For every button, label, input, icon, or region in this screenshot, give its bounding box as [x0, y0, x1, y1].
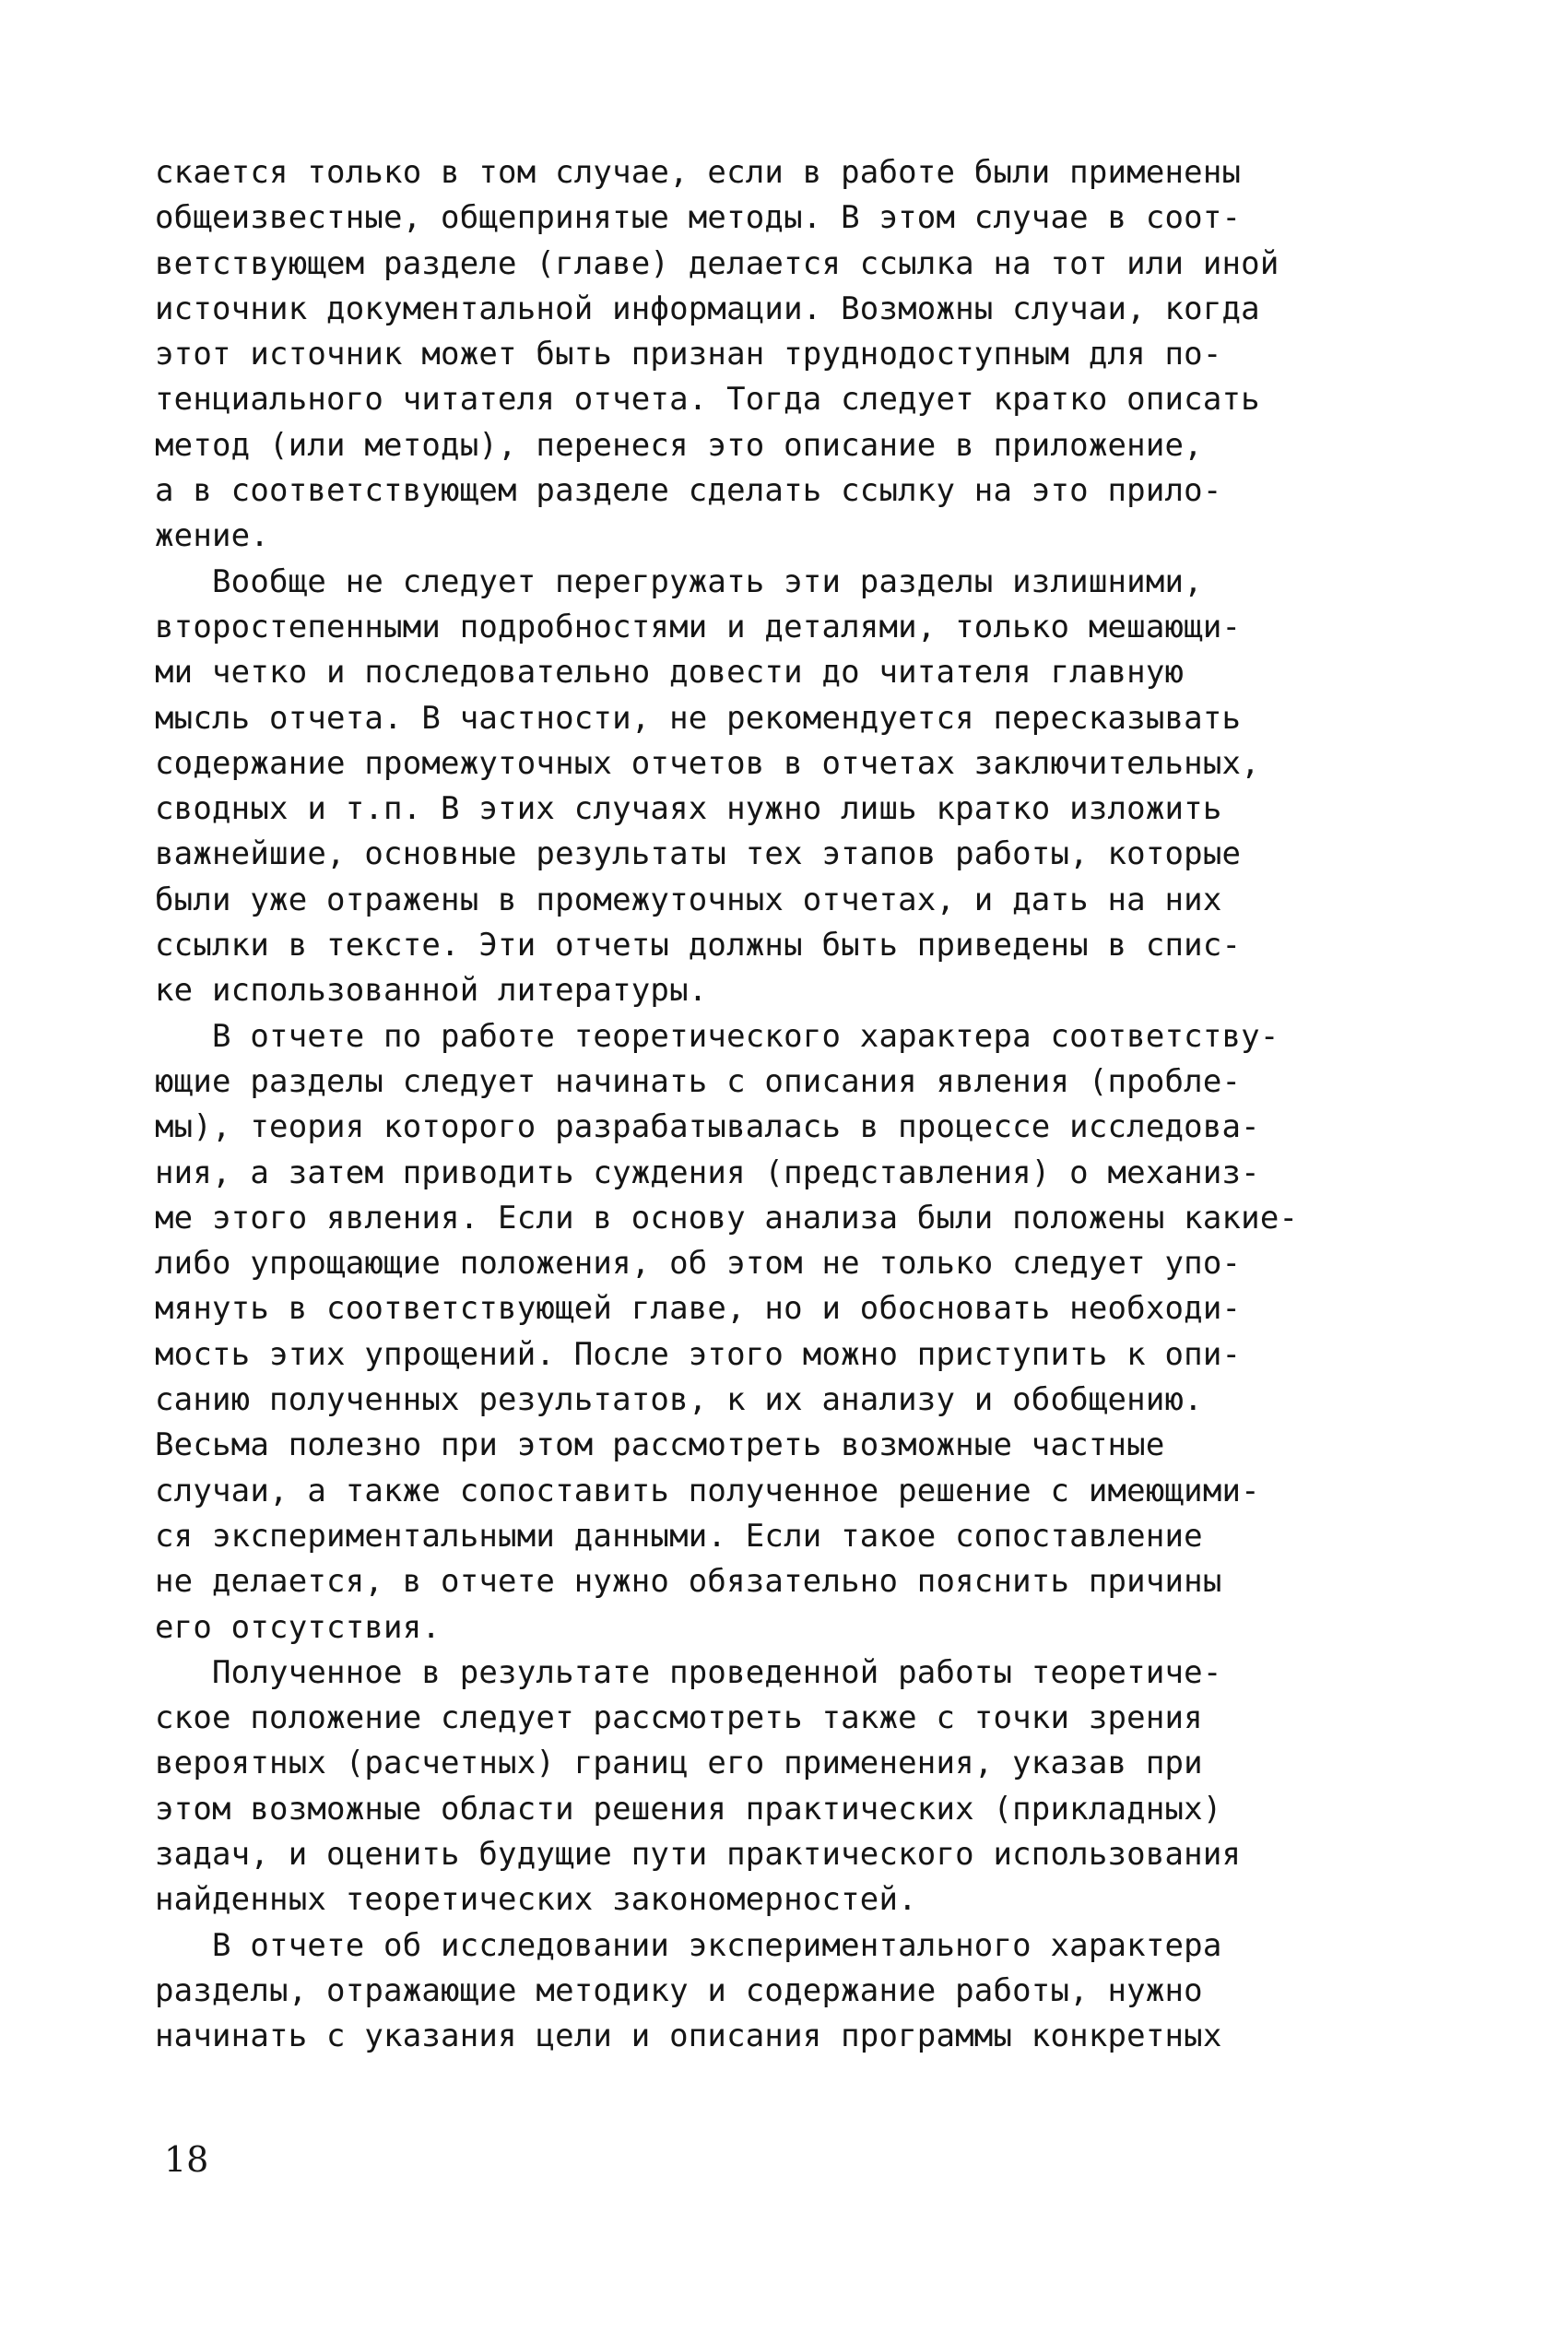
- text-line: ское положение следует рассмотреть также с точки зрения: [155, 1699, 1203, 1737]
- text-line: ми четко и последовательно довести до читателя главную: [155, 654, 1185, 692]
- text-line: жение.: [155, 517, 270, 555]
- text-line: Вообще не следует перегружать эти разделы излишними,: [155, 562, 1203, 600]
- text-line: этом возможные области решения практических (прикладных): [155, 1790, 1222, 1828]
- text-line: сводных и т.п. В этих случаях нужно лишь кратко изложить: [155, 790, 1222, 828]
- body-text: [155, 150, 1427, 2059]
- text-line: ссылки в тексте. Эти отчеты должны быть приведены в спис-: [155, 927, 1242, 964]
- text-line: начинать с указания цели и описания программы конкретных: [155, 2017, 1222, 2055]
- text-line: второстепенными подробностями и деталями, только мешающи-: [155, 608, 1242, 645]
- text-line: разделы, отражающие методику и содержание работы, нужно: [155, 1971, 1203, 2009]
- text-line: ветствующем разделе (главе) делается ссылка на тот или иной: [155, 244, 1279, 282]
- text-line: не делается, в отчете нужно обязательно пояснить причины: [155, 1563, 1222, 1601]
- text-line: были уже отражены в промежуточных отчетах, и дать на них: [155, 881, 1222, 918]
- text-line: ке использованной литературы.: [155, 972, 708, 1010]
- text-line: тенциального читателя отчета. Тогда следует кратко описать: [155, 381, 1260, 419]
- text-line: мянуть в соответствующей главе, но и обосновать необходи-: [155, 1290, 1242, 1328]
- text-line: этот источник может быть признан труднодоступным для по-: [155, 336, 1222, 373]
- text-line: В отчете об исследовании экспериментального характера: [155, 1926, 1222, 1964]
- text-line: содержание промежуточных отчетов в отчетах заключительных,: [155, 744, 1260, 782]
- text-line: мы), теория которого разрабатывалась в процессе исследова-: [155, 1108, 1260, 1146]
- text-line: случаи, а также сопоставить полученное решение с имеющими-: [155, 1472, 1260, 1509]
- text-line: его отсутствия.: [155, 1608, 442, 1646]
- text-line: общеизвестные, общепринятые методы. В этом случае в соот-: [155, 199, 1242, 237]
- text-line: мость этих упрощений. После этого можно приступить к опи-: [155, 1335, 1242, 1373]
- text-line: а в соответствующем разделе сделать ссылку на это прило-: [155, 472, 1222, 510]
- text-line: Весьма полезно при этом рассмотреть возможные частные: [155, 1426, 1165, 1464]
- text-line: Полученное в результате проведенной работы теоретиче-: [155, 1653, 1222, 1691]
- text-line: найденных теоретических закономерностей.: [155, 1881, 917, 1919]
- text-line: вероятных (расчетных) границ его применения, указав при: [155, 1745, 1203, 1782]
- text-line: источник документальной информации. Возможны случаи, когда: [155, 290, 1260, 327]
- text-line: ния, а затем приводить суждения (представления) о механиз-: [155, 1154, 1260, 1191]
- text-line: мысль отчета. В частности, не рекомендуется пересказывать: [155, 699, 1242, 737]
- text-line: В отчете по работе теоретического характера соответству-: [155, 1017, 1279, 1055]
- text-line: задач, и оценить будущие пути практического использования: [155, 1835, 1242, 1873]
- text-line: либо упрощающие положения, об этом не только следует упо-: [155, 1245, 1242, 1283]
- text-line: скается только в том случае, если в работе были применены: [155, 154, 1242, 191]
- page-number: 18: [164, 2139, 209, 2180]
- text-line: ющие разделы следует начинать с описания явления (пробле-: [155, 1062, 1242, 1100]
- text-line: метод (или методы), перенеся это описание в приложение,: [155, 426, 1203, 464]
- text-line: важнейшие, основные результаты тех этапов работы, которые: [155, 835, 1242, 873]
- text-line: ме этого явления. Если в основу анализа были положены какие-: [155, 1199, 1299, 1236]
- text-line: ся экспериментальными данными. Если такое сопоставление: [155, 1517, 1203, 1555]
- text-line: санию полученных результатов, к их анализу и обобщению.: [155, 1381, 1203, 1419]
